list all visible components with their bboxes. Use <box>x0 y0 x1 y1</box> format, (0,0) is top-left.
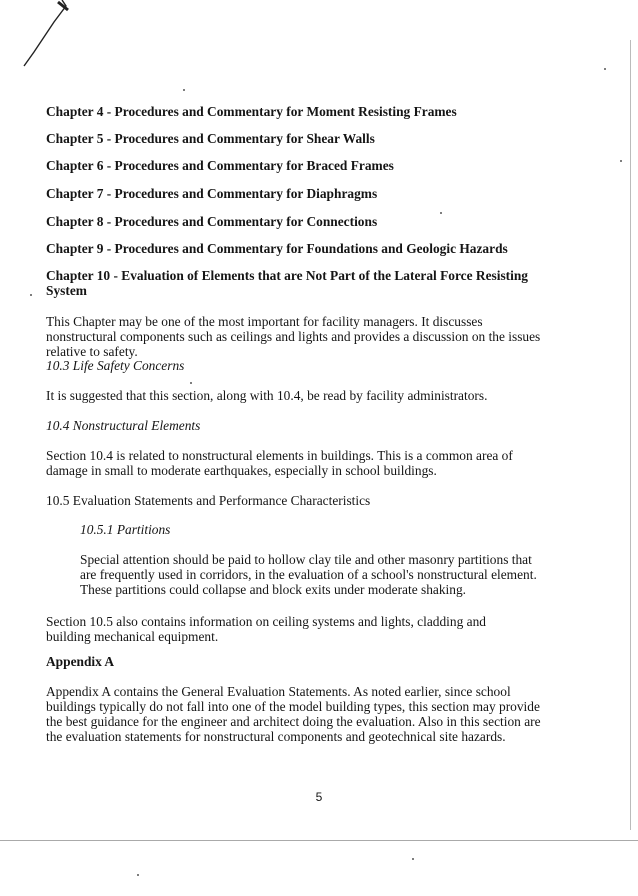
chapter-7-heading: Chapter 7 - Procedures and Commentary for Diaphragms <box>46 186 378 201</box>
scan-bottom-line <box>0 840 638 841</box>
chapter-5-heading: Chapter 5 - Procedures and Commentary for Shear Walls <box>46 131 375 146</box>
corner-mark-icon <box>14 0 74 70</box>
appendix-a-heading: Appendix A <box>46 654 115 669</box>
chapter-8-heading: Chapter 8 - Procedures and Commentary for Connections <box>46 214 378 229</box>
chapter-9-heading: Chapter 9 - Procedures and Commentary for Foundations and Geologic Hazards <box>46 241 508 256</box>
scan-speck <box>604 68 606 70</box>
section-10-5-1-text: Special attention should be paid to hollow clay tile and other masonry partitions that are frequently used in corridors, in the evaluation of a school's nonstructural element. These partitions could collapse and block exits under moderate shaking. <box>80 552 537 597</box>
scan-speck <box>620 160 622 162</box>
section-10-5-1-heading: 10.5.1 Partitions <box>80 522 171 537</box>
appendix-a-text: Appendix A contains the General Evaluation Statements. As noted earlier, since school buildings typically do not fall into one of the model building types, this section may provide the best guidance for the engineer and architect doing the evaluation. Also in this section are the evaluation statements for nonstructural components and geotechnical site hazards. <box>46 684 541 744</box>
scan-speck <box>412 858 414 860</box>
scan-speck <box>190 382 192 384</box>
section-10-3-text: It is suggested that this section, along with 10.4, be read by facility administrators. <box>46 388 488 403</box>
scan-speck <box>30 294 32 296</box>
chapter-4-heading: Chapter 4 - Procedures and Commentary for Moment Resisting Frames <box>46 104 457 119</box>
scan-speck <box>137 874 139 876</box>
section-10-5-heading: 10.5 Evaluation Statements and Performance Characteristics <box>46 493 371 508</box>
chapter-10-intro: This Chapter may be one of the most important for facility managers. It discusses nonstructural components such as ceilings and lights and provides a discussion on the issues relative to safety. <box>46 314 541 359</box>
section-10-5-text: Section 10.5 also contains information on ceiling systems and lights, cladding and building mechanical equipment. <box>46 614 486 644</box>
chapter-10-heading: Chapter 10 - Evaluation of Elements that are Not Part of the Lateral Force Resisting System <box>46 268 528 298</box>
section-10-4-text: Section 10.4 is related to nonstructural elements in buildings. This is a common area of damage in small to moderate earthquakes, especially in school buildings. <box>46 448 513 478</box>
chapter-6-heading: Chapter 6 - Procedures and Commentary for Braced Frames <box>46 158 394 173</box>
scan-speck <box>183 89 185 91</box>
section-10-3-heading: 10.3 Life Safety Concerns <box>46 358 185 373</box>
scan-edge-line <box>630 40 631 830</box>
section-10-4-heading: 10.4 Nonstructural Elements <box>46 418 201 433</box>
page-number: 5 <box>315 790 323 804</box>
